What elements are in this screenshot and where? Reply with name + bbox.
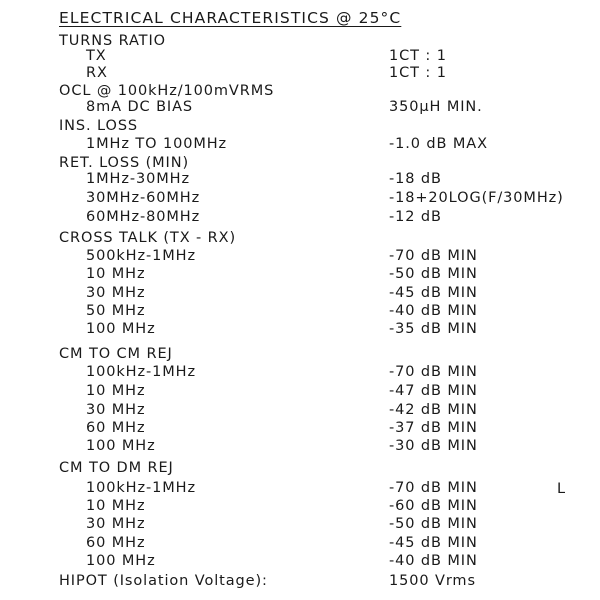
spec-label: 100 MHz	[86, 553, 156, 569]
spec-label: TX	[86, 48, 107, 64]
spec-value: -50 dB MIN	[389, 266, 478, 282]
spec-value: -47 dB MIN	[389, 383, 478, 399]
spec-value: -45 dB MIN	[389, 285, 478, 301]
section-label: TURNS RATIO	[59, 33, 166, 49]
corner-mark: L	[557, 481, 566, 497]
spec-row	[0, 382, 600, 400]
section-header-row	[0, 117, 600, 135]
spec-row	[0, 401, 600, 419]
spec-label: 30MHz-60MHz	[86, 190, 201, 206]
section-header-row	[0, 345, 600, 363]
spec-value: -70 dB MIN	[389, 480, 478, 496]
page-title: ELECTRICAL CHARACTERISTICS @ 25°C	[59, 9, 402, 27]
spec-value: -30 dB MIN	[389, 438, 478, 454]
spec-value: -40 dB MIN	[389, 303, 478, 319]
spec-row	[0, 64, 600, 82]
section-label: OCL @ 100kHz/100mVRMS	[59, 83, 275, 99]
section-label: CM TO DM REJ	[59, 460, 174, 476]
spec-value: -45 dB MIN	[389, 535, 478, 551]
spec-label: 100 MHz	[86, 438, 156, 454]
spec-value: -40 dB MIN	[389, 553, 478, 569]
spec-row	[0, 189, 600, 207]
spec-value: -37 dB MIN	[389, 420, 478, 436]
spec-label: 60 MHz	[86, 420, 146, 436]
spec-label: 1MHz-30MHz	[86, 171, 190, 187]
spec-row	[0, 208, 600, 226]
spec-value: -1.0 dB MAX	[389, 136, 488, 152]
spec-row	[0, 363, 600, 381]
section-label: INS. LOSS	[59, 118, 139, 134]
spec-row	[0, 534, 600, 552]
spec-label: 1MHz TO 100MHz	[86, 136, 228, 152]
spec-value: -18+20LOG(F/30MHz)	[389, 190, 564, 206]
spec-label: 60MHz-80MHz	[86, 209, 201, 225]
spec-label: 10 MHz	[86, 266, 146, 282]
spec-label: 100kHz-1MHz	[86, 364, 196, 380]
spec-value: -35 dB MIN	[389, 321, 478, 337]
spec-value: -12 dB	[389, 209, 442, 225]
section-label: CM TO CM REJ	[59, 346, 173, 362]
spec-row	[0, 419, 600, 437]
spec-row	[0, 265, 600, 283]
spec-label: 8mA DC BIAS	[86, 99, 194, 115]
spec-value: -70 dB MIN	[389, 364, 478, 380]
section-label: RET. LOSS (MIN)	[59, 155, 190, 171]
section-label: HIPOT (Isolation Voltage):	[59, 573, 268, 589]
spec-row	[0, 284, 600, 302]
spec-value: 1CT : 1	[389, 65, 447, 81]
spec-row	[0, 515, 600, 533]
spec-value: 1500 Vrms	[389, 573, 476, 589]
spec-row	[0, 302, 600, 320]
spec-label: 10 MHz	[86, 498, 146, 514]
spec-row	[0, 552, 600, 570]
spec-value: -60 dB MIN	[389, 498, 478, 514]
spec-row	[0, 47, 600, 65]
spec-row	[0, 135, 600, 153]
spec-row	[0, 170, 600, 188]
spec-value: 350µH MIN.	[389, 99, 483, 115]
spec-label: RX	[86, 65, 108, 81]
section-header-row	[0, 572, 600, 590]
spec-label: 500kHz-1MHz	[86, 248, 196, 264]
spec-label: 30 MHz	[86, 402, 146, 418]
spec-row	[0, 320, 600, 338]
spec-row	[0, 497, 600, 515]
section-label: CROSS TALK (TX - RX)	[59, 230, 237, 246]
spec-label: 30 MHz	[86, 516, 146, 532]
spec-value: -42 dB MIN	[389, 402, 478, 418]
spec-value: -18 dB	[389, 171, 442, 187]
spec-label: 30 MHz	[86, 285, 146, 301]
spec-row	[0, 479, 600, 497]
spec-label: 10 MHz	[86, 383, 146, 399]
spec-label: 100kHz-1MHz	[86, 480, 196, 496]
spec-label: 50 MHz	[86, 303, 146, 319]
spec-row	[0, 247, 600, 265]
spec-row	[0, 437, 600, 455]
spec-value: 1CT : 1	[389, 48, 447, 64]
section-header-row	[0, 459, 600, 477]
spec-row	[0, 98, 600, 116]
spec-label: 60 MHz	[86, 535, 146, 551]
spec-value: -70 dB MIN	[389, 248, 478, 264]
section-header-row	[0, 229, 600, 247]
spec-label: 100 MHz	[86, 321, 156, 337]
spec-value: -50 dB MIN	[389, 516, 478, 532]
